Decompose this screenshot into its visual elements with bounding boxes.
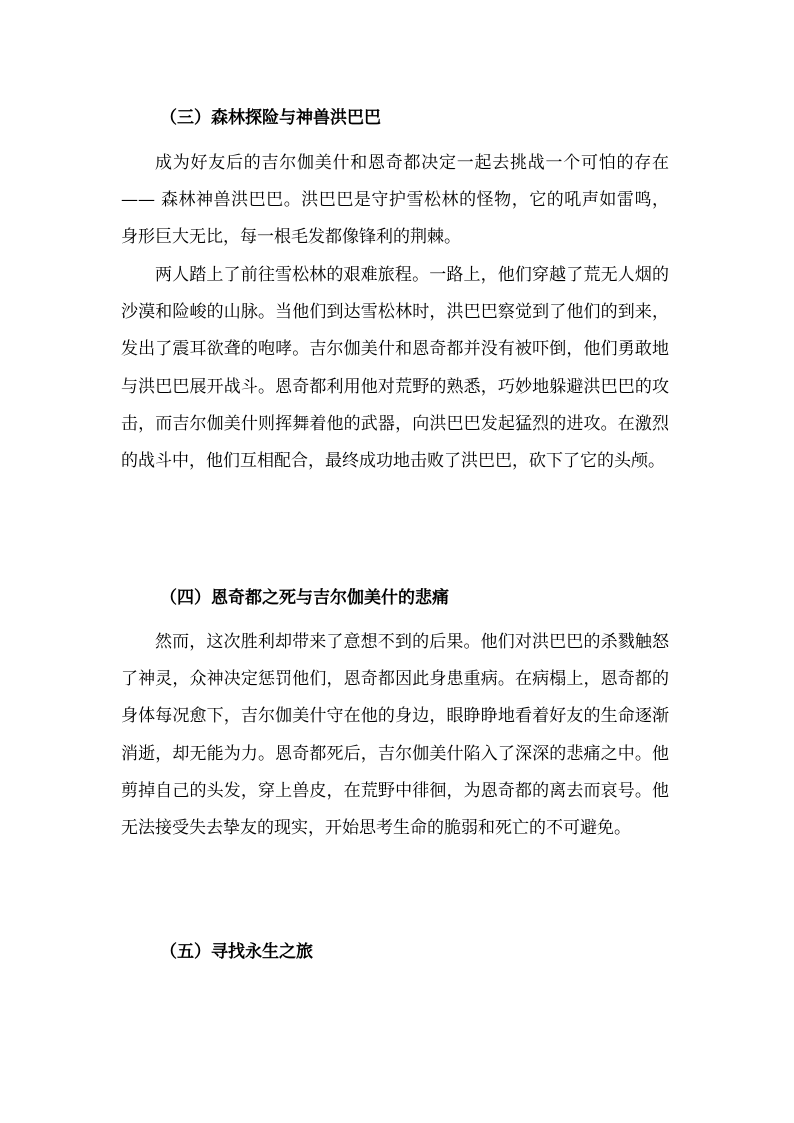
paragraph: 两人踏上了前往雪松林的艰难旅程。一路上，他们穿越了荒无人烟的沙漠和险峻的山脉。当他们到达雪松林时，洪巴巴察觉到了他们的到来，发出了震耳欲聋的咆哮。吉尔伽美什和恩奇都并没有被吓倒，他们勇敢地与洪巴巴展开战斗。恩奇都利用他对荒野的熟悉，巧妙地躲避洪巴巴的攻击，而吉尔伽美什则挥舞着他的武器，向洪巴巴发起猛烈的进攻。在激烈的战斗中，他们互相配合，最终成功地击败了洪巴巴，砍下了它的头颅。: [121, 265, 669, 472]
section-heading-quest-immortality: （五）寻找永生之旅: [160, 942, 313, 962]
section-heading-forest-adventure: （三）森林探险与神兽洪巴巴: [160, 108, 381, 128]
section-heading-enkidu-death: （四）恩奇都之死与吉尔伽美什的悲痛: [160, 588, 449, 608]
paragraph: 然而，这次胜利却带来了意想不到的后果。他们对洪巴巴的杀戮触怒了神灵，众神决定惩罚他们，恩奇都因此身患重病。在病榻上，恩奇都的身体每况愈下，吉尔伽美什守在他的身边，眼睁睁地看着好友的生命逐渐消逝，却无能为力。恩奇都死后，吉尔伽美什陷入了深深的悲痛之中。他剪掉自己的头发，穿上兽皮，在荒野中徘徊，为恩奇都的离去而哀号。他无法接受失去挚友的现实，开始思考生命的脆弱和死亡的不可避免。: [121, 632, 669, 839]
paragraph: 成为好友后的吉尔伽美什和恩奇都决定一起去挑战一个可怕的存在 —— 森林神兽洪巴巴。洪巴巴是守护雪松林的怪物，它的吼声如雷鸣，身形巨大无比，每一根毛发都像锋利的荆棘。: [121, 153, 669, 248]
